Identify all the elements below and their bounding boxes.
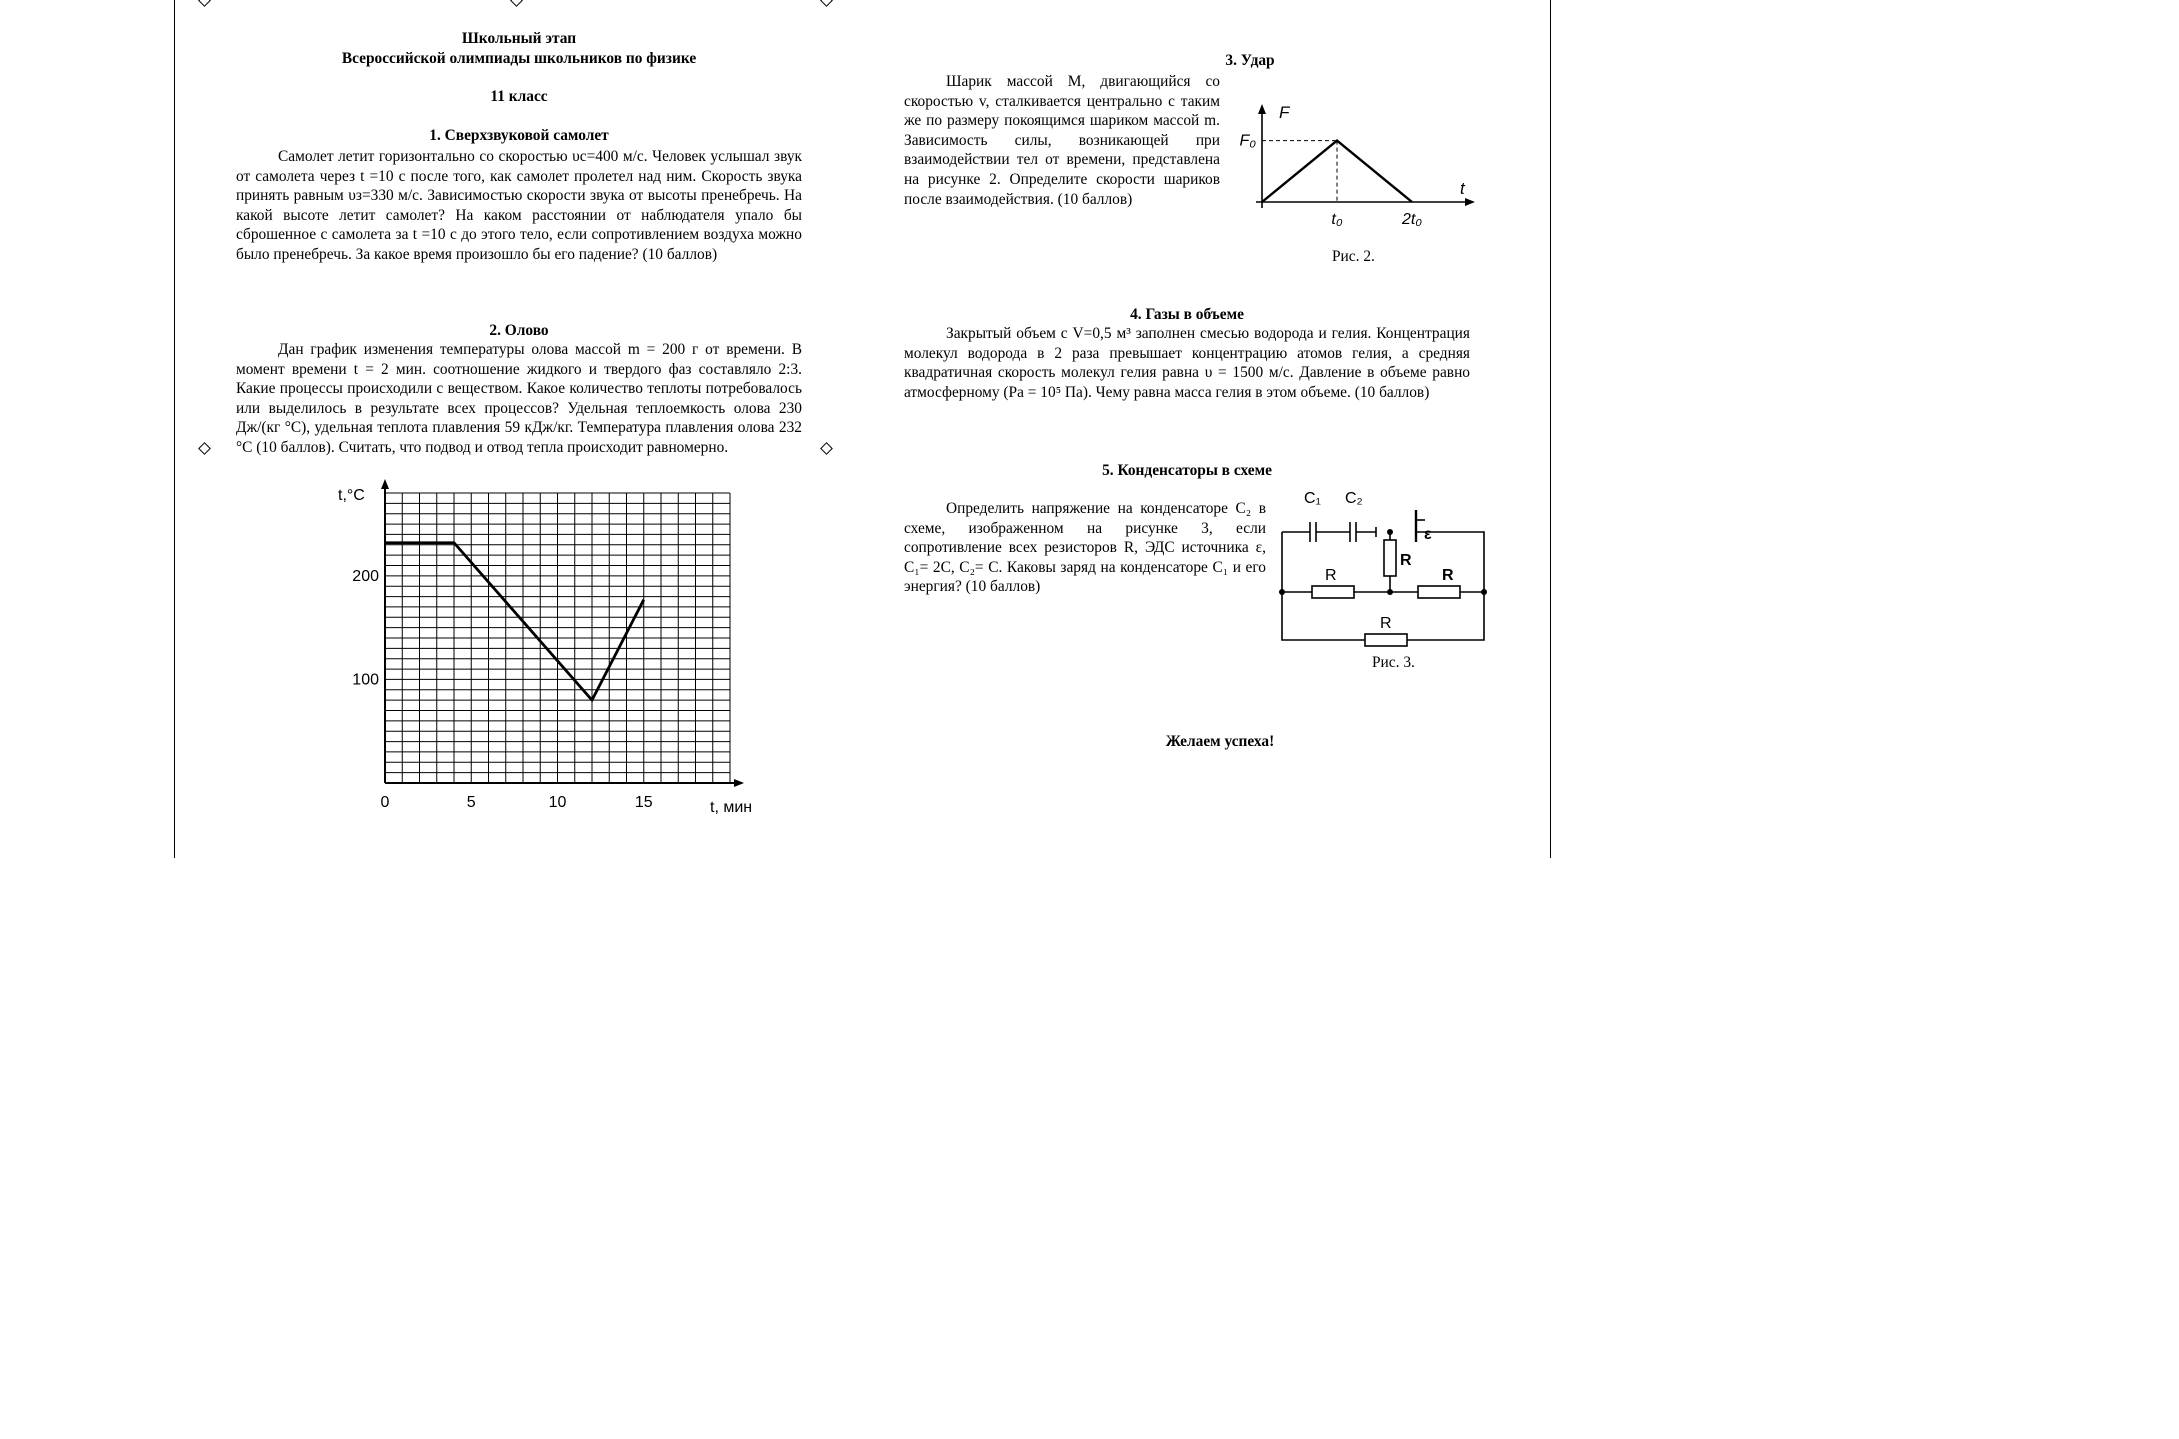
x-tick-label: t₀	[1331, 211, 1343, 228]
x-tick-label: 0	[380, 794, 390, 811]
x-tick-label: 2t₀	[1401, 211, 1423, 228]
label-r-left: R	[1325, 567, 1337, 584]
problem-1-text	[236, 147, 802, 265]
problem-3-body: Шарик массой M, двигающийся со скоростью v, сталкивается центрально с таким же по размеру покоящимся шариком массой m. Зависимость силы, возникающей при взаимодействии тел от времени, представлена на рисунке 2. Определите скорости шариков после взаимодействия. (10 баллов)	[904, 73, 1220, 208]
problem-1-body: Самолет летит горизонтально со скоростью υс=400 м/с. Человек услышал звук от самолета через t =10 с после того, как самолет пролетел над ним. Скорость звука принять равным υз=330 м/с. Зависимостью скорости звука от высоты пренебречь. На какой высоте летит самолет? На каком расстоянии от наблюдателя упало бы сброшенное с самолета за t =10 с до этого тело, если сопротивлением воздуха можно было пренебречь. За какое время произошло бы его падение? (10 баллов)	[236, 148, 802, 263]
problem-4-body: Закрытый объем с V=0,5 м³ заполнен смесью водорода и гелия. Концентрация молекул водорода в 2 раза превышает концентрацию атомов гелия, а средняя квадратичная скорость молекул гелия равна υ = 1500 м/с. Давление в объеме равно атмосферному (Pа = 10⁵ Па). Чему равна масса гелия в этом объеме. (10 баллов)	[904, 325, 1470, 401]
resistor-bottom	[1365, 634, 1407, 646]
y-tick-label: F₀	[1239, 132, 1256, 150]
emf-source	[1376, 510, 1416, 542]
label-r-middle: R	[1400, 552, 1412, 569]
force-x-label: t	[1460, 179, 1465, 198]
selection-handle-icon[interactable]	[820, 442, 833, 455]
problem-3-text	[904, 72, 1220, 209]
problem-2-text	[236, 340, 802, 458]
selection-handle-icon[interactable]	[510, 0, 523, 7]
selection-handle-icon[interactable]	[198, 0, 211, 7]
problem-4-title: 4. Газы в объеме	[1130, 306, 1244, 323]
resistor-right	[1418, 586, 1460, 598]
resistor-middle	[1384, 540, 1396, 576]
tin-temperature-chart	[320, 470, 770, 820]
page-right-border	[1550, 0, 1551, 858]
x-tick-label: 10	[548, 794, 567, 811]
problem-5-body: Определить напряжение на конденсаторе C₂ в схеме, изображенном на рисунке 3, если сопротивление всех резисторов R, ЭДС источника ε, C₁= 2C, C₂= C. Каковы заряд на конденсаторе C₁ и его энергия? (10 баллов)	[904, 500, 1266, 596]
chart-y-label: t,°C	[338, 487, 365, 504]
label-emf: ε	[1424, 526, 1432, 543]
problem-4-text	[904, 324, 1470, 402]
problem-2-body: Дан график изменения температуры олова массой m = 200 г от времени. В момент времени t = 2 мин. соотношение жидкого и твердого фаз составляло 2:3. Какие процессы происходили с веществом. Какое количество теплоты потребовалось или выделилось в результате всех процессов? Удельная теплоемкость олова 230 Дж/(кг °С), удельная теплота плавления 59 кДж/кг. Температура плавления олова 232 °С (10 баллов). Считать, что подвод и отвод тепла происходит равномерно.	[236, 341, 802, 456]
x-axis-arrow-icon	[734, 779, 744, 787]
temperature-line	[385, 543, 644, 700]
problem-3-title: 3. Удар	[1225, 52, 1275, 69]
label-r-right: R	[1442, 567, 1454, 584]
label-r-bottom: R	[1380, 615, 1392, 632]
x-tick-label: 5	[466, 794, 476, 811]
selection-handle-icon[interactable]	[820, 0, 833, 7]
capacitor-c1	[1310, 522, 1316, 542]
y-tick-label: 100	[352, 671, 379, 689]
y-axis-arrow-icon	[1258, 104, 1266, 114]
resistor-left	[1312, 586, 1354, 598]
figure-3-caption: Рис. 3.	[1372, 654, 1415, 671]
chart-x-label: t, мин	[710, 799, 753, 816]
closing-wish: Желаем успеха!	[1165, 733, 1275, 750]
header-olympiad: Всероссийской олимпиады школьников по физике	[341, 50, 697, 67]
selection-handle-icon[interactable]	[198, 442, 211, 455]
figure-2-caption: Рис. 2.	[1332, 248, 1375, 265]
circuit-diagram	[1270, 480, 1500, 650]
problem-5-title: 5. Конденсаторы в схеме	[1102, 462, 1272, 479]
y-axis-arrow-icon	[381, 479, 389, 489]
page-left-border	[174, 0, 175, 858]
x-axis-arrow-icon	[1465, 198, 1475, 206]
label-c1: C₁	[1304, 490, 1321, 507]
problem-2-title: 2. Олово	[489, 322, 549, 339]
problem-5-text	[904, 499, 1266, 597]
header-grade: 11 класс	[490, 88, 548, 105]
y-tick-label: 200	[352, 567, 379, 585]
capacitor-c2	[1350, 522, 1356, 542]
label-c2: C₂	[1345, 490, 1363, 507]
x-tick-label: 15	[634, 794, 653, 811]
force-time-chart	[1232, 98, 1482, 238]
problem-1-title: 1. Сверхзвуковой самолет	[429, 127, 609, 144]
force-y-label: F	[1279, 103, 1290, 122]
header-stage: Школьный этап	[461, 30, 577, 47]
